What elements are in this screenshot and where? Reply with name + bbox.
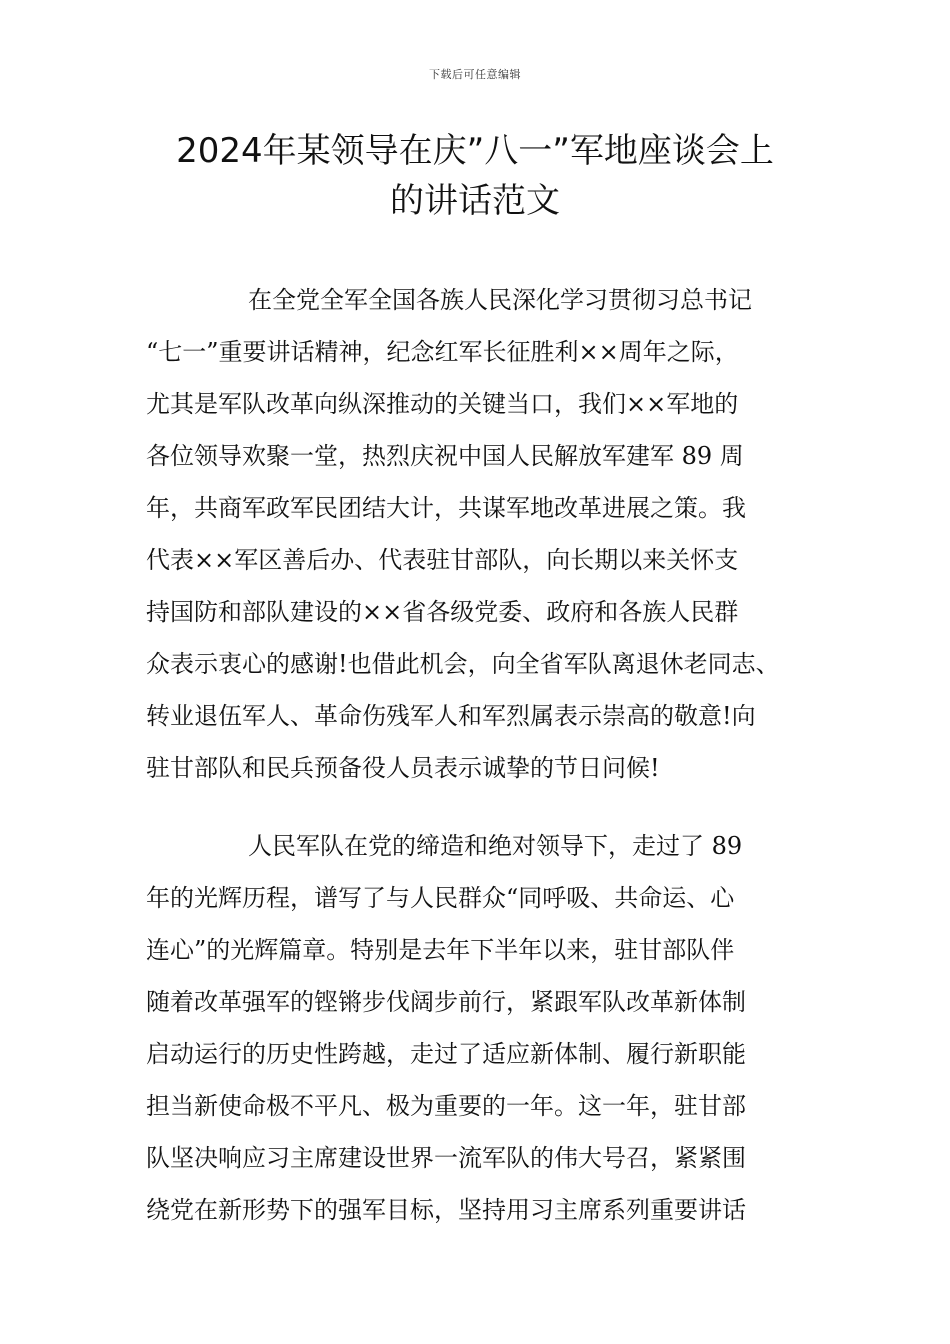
- paragraph-line: 持国防和部队建设的××省各级党委、政府和各族人民群: [146, 598, 739, 626]
- paragraph-line: 尤其是军队改革向纵深推动的关键当口，我们××军地的: [146, 390, 739, 418]
- paragraph-line: 绕党在新形势下的强军目标，坚持用习主席系列重要讲话: [146, 1196, 746, 1224]
- paragraph-line: 年的光辉历程，谱写了与人民群众“同呼吸、共命运、心: [146, 884, 735, 912]
- title-line: 的讲话范文: [390, 181, 560, 221]
- paragraph-line: 代表××军区善后办、代表驻甘部队，向长期以来关怀支: [146, 546, 739, 574]
- paragraph-line: 转业退伍军人、革命伤残军人和军烈属表示崇高的敬意!向: [146, 702, 756, 730]
- paragraph-line: 担当新使命极不平凡、极为重要的一年。这一年，驻甘部: [146, 1092, 746, 1120]
- paragraph-line: 在全党全军全国各族人民深化学习贯彻习总书记: [248, 286, 752, 314]
- header-note: 下载后可任意编辑: [429, 68, 521, 81]
- paragraph-1: [146, 274, 826, 794]
- paragraph-2: [146, 820, 826, 1236]
- title-line: 2024年某领导在庆”八一”军地座谈会上: [176, 131, 774, 171]
- paragraph-line: 年，共商军政军民团结大计，共谋军地改革进展之策。我: [146, 494, 746, 522]
- paragraph-line: 启动运行的历史性跨越，走过了适应新体制、履行新职能: [146, 1040, 746, 1068]
- paragraph-line: 连心”的光辉篇章。特别是去年下半年以来，驻甘部队伴: [146, 936, 735, 964]
- paragraph-line: “七一”重要讲话精神，纪念红军长征胜利××周年之际，: [146, 338, 739, 366]
- paragraph-line: 人民军队在党的缔造和绝对领导下，走过了 89: [248, 832, 743, 860]
- paragraph-line: 驻甘部队和民兵预备役人员表示诚挚的节日问候!: [146, 754, 660, 782]
- paragraph-line: 众表示衷心的感谢!也借此机会，向全省军队离退休老同志、: [146, 650, 780, 678]
- paragraph-line: 队坚决响应习主席建设世界一流军队的伟大号召，紧紧围: [146, 1144, 746, 1172]
- paragraph-line: 随着改革强军的铿锵步伐阔步前行，紧跟军队改革新体制: [146, 988, 746, 1016]
- document-title: [120, 126, 830, 226]
- paragraph-line: 各位领导欢聚一堂，热烈庆祝中国人民解放军建军 89 周: [146, 442, 744, 470]
